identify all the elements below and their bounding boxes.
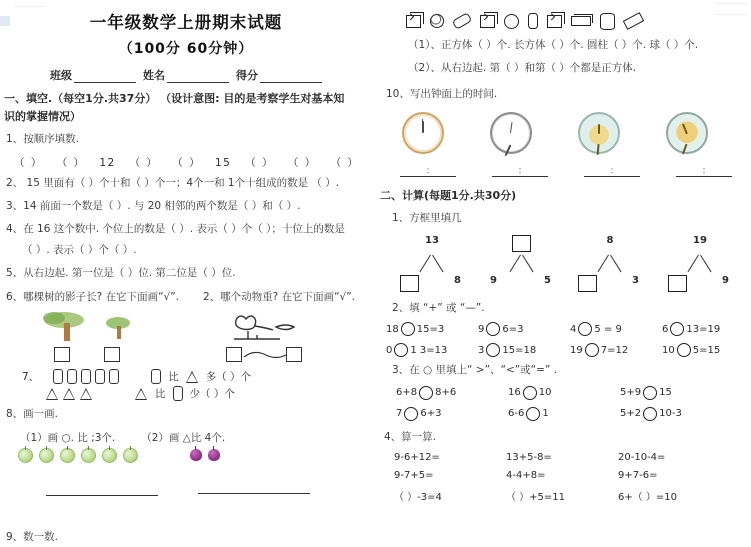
answer-circle[interactable]: [486, 322, 500, 336]
bond-branches: [592, 255, 628, 271]
operand-right: 10: [538, 387, 552, 399]
score-rule: [260, 70, 322, 83]
capsule-icon: [53, 369, 63, 384]
q7-number: 7、: [22, 371, 40, 384]
cuboid-tilted-icon: [623, 12, 644, 30]
answer-circle[interactable]: [585, 343, 599, 357]
signs-row-1: [386, 322, 751, 336]
question-4-line2: （ ）. 表示（ ）个（ ）.: [22, 244, 137, 257]
clock-face-1: [402, 112, 444, 154]
section2-question-2: 2、填 “+” 或 “—”.: [392, 301, 485, 314]
q8-sub1: （1）画 ○. 比 ;3个.: [20, 431, 116, 444]
answer-circle[interactable]: [419, 386, 433, 400]
cube-icon: [406, 15, 421, 28]
compare-item: [396, 407, 508, 421]
seq-item: 15: [214, 156, 232, 169]
apple-group: [18, 448, 138, 463]
class-label: 班级: [50, 69, 72, 82]
question-4: 4、在 16 这个数中. 个位上的数是（ ）. 表示（ ）个（ ）；十位上的数是: [6, 222, 345, 235]
calc-row-1: [394, 452, 751, 463]
section2-question-1: 1、方框里填几: [392, 212, 462, 225]
question-7-line1: [22, 369, 372, 384]
q7-line2-text: 比: [155, 388, 166, 401]
calc-item[interactable]: 4-4+8=: [506, 470, 546, 482]
capsule-icon: [81, 369, 91, 384]
clock-answer-2[interactable]: :: [492, 166, 548, 177]
apple-icon: [39, 448, 54, 463]
name-rule: [167, 70, 229, 83]
cube-icon: [480, 15, 495, 28]
sign-item: [386, 343, 478, 357]
operand-right: 15=3: [416, 323, 445, 335]
bond-top-value: 19: [693, 234, 707, 246]
clock-row: [402, 112, 751, 154]
q6-part-b: 2、哪个动物重? 在它下面画“√”.: [203, 290, 355, 303]
operand-left: 0: [386, 344, 393, 356]
operand-left: 6+8: [396, 387, 418, 399]
section2-question-4: [384, 428, 751, 447]
operand-right: 6=3: [502, 323, 524, 335]
section1-heading-line2: 识的掌握情况）: [4, 110, 81, 124]
bond-top-box[interactable]: [512, 235, 531, 252]
class-field[interactable]: [50, 67, 136, 83]
compare-item: [620, 386, 732, 400]
clock-face-2: [490, 112, 532, 154]
compare-item: [508, 407, 620, 421]
operand-right: 7=12: [600, 344, 629, 356]
capsule-icon: [109, 369, 119, 384]
sign-item: [478, 322, 570, 336]
bond-right-value: 5: [544, 274, 551, 286]
operand-right: 10-3: [659, 408, 682, 420]
number-bond: [486, 235, 570, 295]
compare-row-2: [396, 407, 751, 421]
calc-item[interactable]: 13+5-8=: [506, 452, 552, 464]
calc-row-2: [394, 470, 751, 481]
answer-circle[interactable]: [578, 322, 592, 336]
number-bonds-row: [382, 235, 751, 297]
score-label: 得分: [236, 69, 258, 82]
answer-line-1[interactable]: [46, 494, 158, 496]
question-10: 10、写出钟面上的时间.: [386, 87, 498, 100]
number-bond: [574, 235, 658, 295]
shapes-sub-question-1: （1）、正方体（ ）个. 长方体（ ）个. 圆柱（ ）个. 球（ ）个.: [408, 39, 699, 51]
bond-branches: [414, 255, 450, 271]
operand-left: 16: [508, 387, 521, 399]
answer-circle[interactable]: [643, 407, 657, 421]
answer-circle[interactable]: [643, 386, 657, 400]
name-label: 姓名: [143, 69, 165, 82]
operand-left: 4: [570, 323, 577, 335]
sign-item: [386, 322, 478, 336]
cuboid-icon: [571, 16, 591, 26]
seq-item: 12: [99, 156, 116, 169]
apple-icon: [60, 448, 75, 463]
operand-right: 8+6: [435, 387, 457, 399]
cylinder-tilted-icon: [452, 12, 473, 30]
operand-left: 7: [396, 408, 403, 420]
seq-item[interactable]: （ ）: [245, 156, 275, 169]
calc-item[interactable]: 9-6+12=: [394, 452, 440, 464]
signs-row-2: [386, 343, 751, 357]
operand-right: 13=19: [686, 323, 721, 335]
plum-group: [190, 449, 220, 461]
operand-left: 9: [478, 323, 485, 335]
short-tree-image: [104, 314, 138, 344]
number-bond: [396, 235, 480, 295]
triangle-icon: [186, 371, 199, 383]
animals-image: [224, 309, 320, 349]
compare-row-1: [396, 386, 751, 400]
section2-question-3: 3、在 ○ 里填上“ >”、“<”或“=” .: [392, 364, 558, 377]
clock-answer-lines: [400, 166, 751, 177]
score-field[interactable]: [236, 67, 322, 83]
apple-icon: [102, 448, 117, 463]
sign-item: [662, 322, 720, 336]
q7-line1-tail: 多（ ）个: [205, 371, 252, 384]
q6-part-a: 6、哪棵树的影子长? 在它下面画“√”.: [6, 290, 179, 303]
answer-circle[interactable]: [401, 322, 415, 336]
cube-icon: [547, 15, 562, 28]
calc-item[interactable]: （ ）+5=11: [506, 492, 566, 504]
question-8-subs: [20, 429, 372, 448]
sign-item: [662, 343, 720, 357]
ball-icon: [504, 14, 519, 29]
question-8: 8、画一画.: [6, 408, 59, 421]
operand-left: 6: [662, 323, 669, 335]
compare-item: [508, 386, 620, 400]
sign-item: [570, 322, 662, 336]
triangle-icon: [63, 388, 76, 400]
calculation-grid: [394, 452, 751, 503]
operand-left: 10: [662, 344, 675, 356]
cylinder-icon: [528, 13, 538, 29]
q7-line2-tail: 少（ ）个: [189, 388, 235, 401]
checkbox-short-tree[interactable]: [104, 347, 120, 362]
tall-tree-image: [40, 309, 92, 343]
operand-right: 6+3: [420, 408, 442, 420]
seq-item[interactable]: （ ）: [129, 156, 159, 169]
answer-circle[interactable]: [404, 407, 418, 421]
q8-pictures: [0, 448, 372, 468]
cylinder-wide-icon: [600, 13, 615, 30]
operand-left: 5+9: [620, 387, 642, 399]
q8-sub2: （2）画 △比 4个.: [141, 431, 226, 444]
balance-scale-icon: [242, 347, 290, 363]
number-bond: [664, 235, 748, 295]
answer-circle[interactable]: [486, 343, 500, 357]
compare-item: [396, 386, 508, 400]
q4-label: 4、算一算.: [384, 430, 437, 443]
shapes-sub-question-2: （2）、从右边起. 第（ ）和第（ ）个都是正方体.: [408, 62, 637, 75]
triangle-icon: [46, 388, 59, 400]
answer-circle[interactable]: [523, 386, 537, 400]
seq-item[interactable]: （ ）: [14, 156, 43, 169]
left-column: [0, 0, 372, 543]
operand-left: 18: [386, 323, 399, 335]
question-5: 5、从右边起. 第一位是（ ）位. 第二位是（ ）位.: [6, 267, 236, 280]
section2-heading: 二、计算(每题1分.共30分): [380, 189, 517, 203]
clock-answer-4[interactable]: :: [676, 166, 732, 177]
section1-heading: 一、填空.（每空1分.共37分） （设计意图: 目的是考察学生对基本知: [4, 92, 345, 105]
calc-item[interactable]: 20-10-4=: [618, 452, 666, 464]
capsule-icon: [67, 369, 77, 384]
plum-icon: [190, 449, 202, 461]
page-title: 一年级数学上册期末试题: [89, 13, 283, 32]
ball-patterned-icon: [430, 14, 444, 28]
clock-answer-1[interactable]: :: [400, 166, 456, 177]
apple-icon: [18, 448, 33, 463]
answer-circle[interactable]: [394, 343, 408, 357]
calc-item[interactable]: 9-7+5=: [394, 470, 434, 482]
operand-left: 3: [478, 344, 485, 356]
operand-right: 15=18: [502, 344, 537, 356]
solid-shapes-row: [406, 10, 751, 32]
bond-right-value: 8: [454, 274, 461, 286]
clock-face-4: [666, 112, 708, 154]
operand-right: 15: [659, 387, 672, 399]
answer-circle[interactable]: [526, 407, 540, 421]
bond-right-value: 9: [722, 274, 729, 286]
triangle-icon: [135, 388, 148, 400]
operand-right: 1: [542, 408, 549, 420]
question-3: 3、14 前面一个数是（ ）. 与 20 相邻的两个数是（ ）和（ ）.: [6, 200, 301, 213]
capsule-icon: [95, 369, 105, 384]
sign-item: [570, 343, 662, 357]
faint-watermark: [440, 433, 450, 448]
bond-branches: [504, 255, 540, 271]
name-field[interactable]: [143, 67, 229, 83]
seq-item[interactable]: （ ）: [172, 156, 202, 169]
q8-answer-lines: [0, 484, 372, 510]
calc-item[interactable]: 6+（ ）=10: [618, 492, 678, 504]
seq-item[interactable]: （ ）: [330, 156, 360, 169]
operand-right: 5 = 9: [594, 323, 622, 335]
checkbox-tall-tree[interactable]: [54, 347, 70, 362]
question-1: [6, 130, 372, 149]
capsule-icon: [173, 386, 183, 401]
triangle-icon: [80, 388, 93, 400]
q1-number: 1、: [6, 133, 24, 146]
answer-circle[interactable]: [670, 322, 684, 336]
calc-item[interactable]: 9+7-6=: [618, 470, 658, 482]
clock-answer-3[interactable]: :: [584, 166, 640, 177]
apple-icon: [123, 448, 138, 463]
operand-left: 6-6: [508, 408, 525, 420]
question-6: [6, 288, 372, 307]
operand-right: 1 3=13: [410, 344, 448, 356]
compare-rows: [396, 386, 751, 421]
bond-top-value: 13: [425, 234, 439, 246]
seq-item[interactable]: （ ）: [56, 156, 86, 169]
question-9: 9、数一数.: [6, 530, 59, 543]
bond-top-value: 8: [606, 234, 614, 246]
sign-item: [478, 343, 570, 357]
page-subtitle: （100分 60分钟）: [118, 41, 254, 57]
checkbox-animal-a[interactable]: [226, 347, 242, 362]
right-column: [372, 0, 751, 519]
q7-line1-text: 比: [168, 371, 179, 384]
bond-left-value: 9: [490, 274, 497, 286]
operand-left: 19: [570, 344, 583, 356]
operand-left: 5+2: [620, 408, 642, 420]
bond-left-box[interactable]: [400, 275, 419, 292]
operand-right: 5=15: [692, 344, 721, 356]
seq-item[interactable]: （ ）: [287, 156, 317, 169]
compare-item: [620, 407, 732, 421]
answer-circle[interactable]: [677, 343, 691, 357]
bond-left-box[interactable]: [578, 275, 597, 292]
question-7-line2: [46, 386, 372, 401]
bond-branches: [682, 255, 718, 271]
class-rule: [74, 70, 136, 83]
clock-face-3: [578, 112, 620, 154]
calc-item[interactable]: （ ）-3=4: [394, 492, 442, 504]
bond-left-box[interactable]: [668, 275, 687, 292]
q1-text: 按顺序填数.: [23, 133, 80, 146]
bond-right-value: 3: [632, 274, 639, 286]
apple-icon: [81, 448, 96, 463]
plum-icon: [208, 449, 220, 461]
student-info-line: [0, 67, 372, 83]
q6-picture-row: [0, 309, 372, 367]
q1-sequence: [14, 155, 372, 170]
capsule-icon: [151, 369, 161, 384]
question-2: 2、 15 里面有（ ）个十和（ ）个一；4个一和 1个十组成的数是 （ ）.: [6, 176, 340, 189]
answer-line-2[interactable]: [198, 492, 310, 494]
calc-row-3: [394, 488, 751, 503]
